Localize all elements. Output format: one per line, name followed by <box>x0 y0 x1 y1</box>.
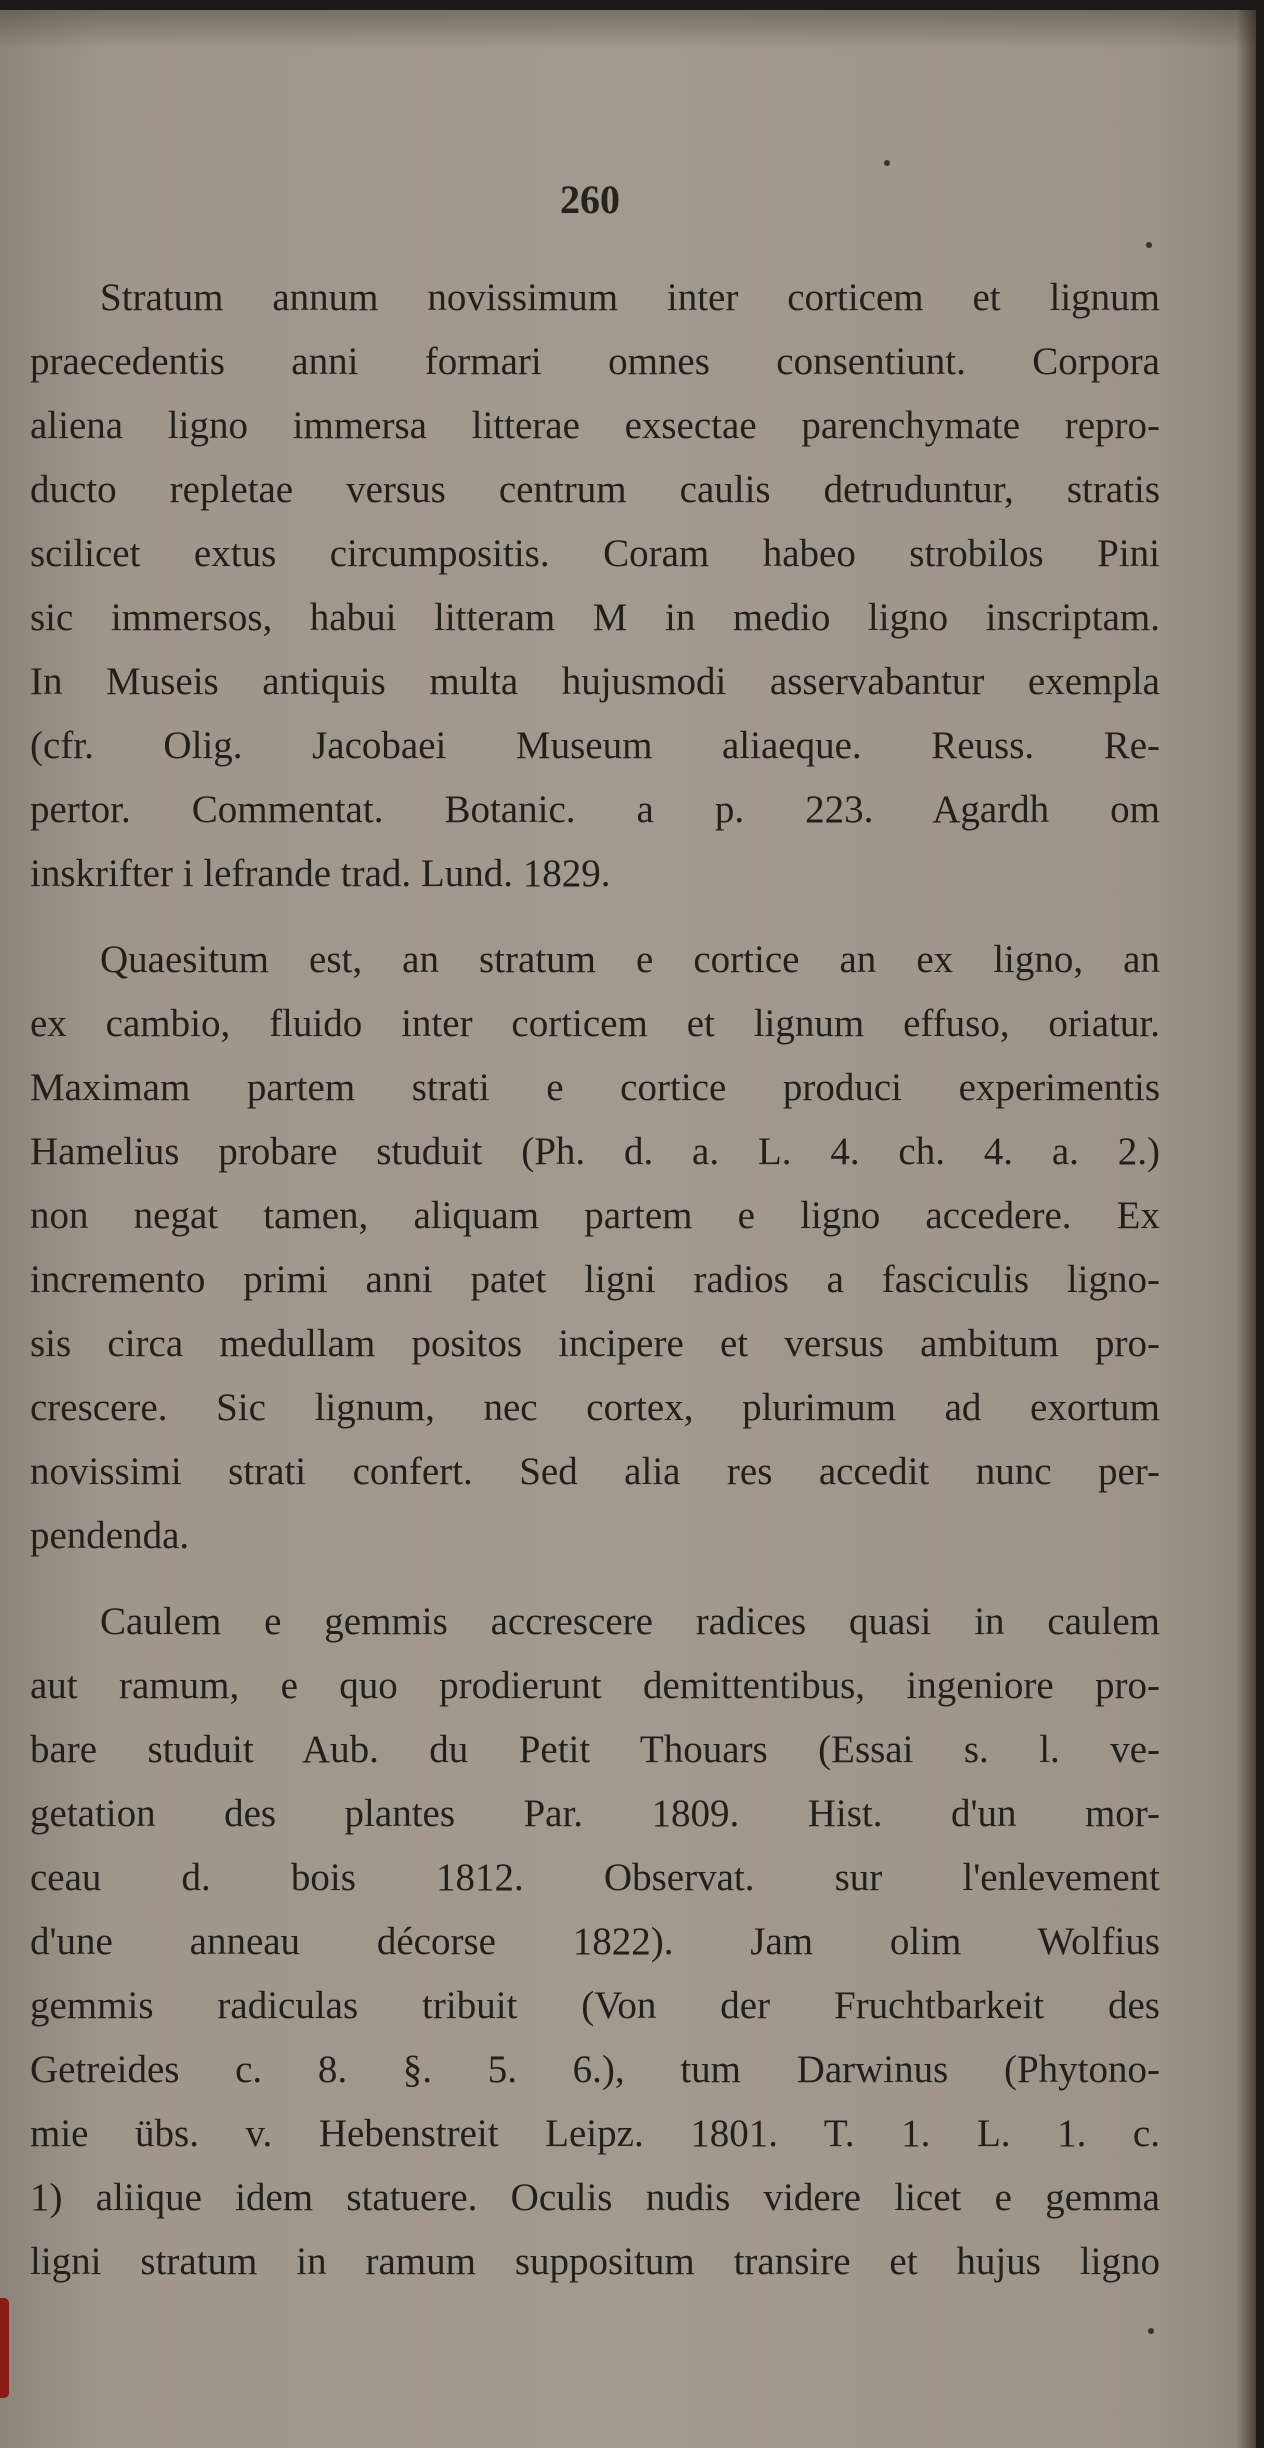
ink-speck <box>1148 2328 1154 2334</box>
paragraph-1 <box>30 266 1160 906</box>
ink-speck <box>884 160 890 166</box>
page-number: 260 <box>560 177 620 222</box>
text-line: Hamelius probare studuit (Ph. d. a. L. 4. ch. 4. a. 2.) <box>30 1130 1160 1173</box>
text-line: Getreides c. 8. §. 5. 6.), tum Darwinus (Phytono- <box>30 2048 1160 2091</box>
text-line: inskrifter i lefrande trad. Lund. 1829. <box>30 852 611 895</box>
text-line: Caulem e gemmis accrescere radices quasi in caulem <box>100 1600 1160 1643</box>
text-line: novissimi strati confert. Sed alia res accedit nunc per- <box>30 1450 1160 1493</box>
text-line: praecedentis anni formari omnes consentiunt. Corpora <box>30 340 1160 383</box>
text-line: mie übs. v. Hebenstreit Leipz. 1801. T. 1. L. 1. c. <box>30 2112 1160 2155</box>
text-line: pendenda. <box>30 1514 190 1557</box>
text-line: non negat tamen, aliquam partem e ligno accedere. Ex <box>30 1194 1160 1237</box>
text-line: Stratum annum novissimum inter corticem et lignum <box>100 276 1160 319</box>
text-line: d'une anneau décorse 1822). Jam olim Wolfius <box>30 1920 1160 1963</box>
text-line: scilicet extus circumpositis. Coram habeo strobilos Pini <box>30 532 1160 575</box>
text-line: crescere. Sic lignum, nec cortex, plurimum ad exortum <box>30 1386 1160 1429</box>
text-line: (cfr. Olig. Jacobaei Museum aliaeque. Reuss. Re- <box>30 724 1160 767</box>
text-line: aliena ligno immersa litterae exsectae parenchymate repro- <box>30 404 1160 447</box>
text-line: 1) aliique idem statuere. Oculis nudis videre licet e gemma <box>30 2176 1160 2219</box>
text-line: pertor. Commentat. Botanic. a p. 223. Agardh om <box>30 788 1160 831</box>
book-page <box>0 10 1256 2448</box>
text-line: sis circa medullam positos incipere et versus ambitum pro- <box>30 1322 1160 1365</box>
paragraph-3 <box>30 1590 1160 2358</box>
text-line: sic immersos, habui litteram M in medio ligno inscriptam. <box>30 596 1160 639</box>
text-line: Maximam partem strati e cortice produci experimentis <box>30 1066 1160 1109</box>
text-line: gemmis radiculas tribuit (Von der Fruchtbarkeit des <box>30 1984 1160 2027</box>
text-line: incremento primi anni patet ligni radios a fasciculis ligno- <box>30 1258 1160 1301</box>
text-line <box>30 2294 1160 2358</box>
text-line: aut ramum, e quo prodierunt demittentibus, ingeniore pro- <box>30 1664 1160 1707</box>
text-line: ducto repletae versus centrum caulis detruduntur, stratis <box>30 468 1160 511</box>
text-line: Quaesitum est, an stratum e cortice an ex ligno, an <box>100 938 1160 981</box>
text-line: ex cambio, fluido inter corticem et lignum effuso, oriatur. <box>30 1002 1160 1045</box>
body-text <box>30 266 1160 2358</box>
text-line: ligni stratum in ramum suppositum transire et hujus ligno <box>30 2240 1160 2283</box>
text-line: In Museis antiquis multa hujusmodi asservabantur exempla <box>30 660 1160 703</box>
text-line: getation des plantes Par. 1809. Hist. d'un mor- <box>30 1792 1160 1835</box>
red-edge-mark <box>0 2298 9 2398</box>
ink-speck <box>1146 242 1152 248</box>
paragraph-2 <box>30 928 1160 1568</box>
text-line: bare studuit Aub. du Petit Thouars (Essai s. l. ve- <box>30 1728 1160 1771</box>
text-line: ceau d. bois 1812. Observat. sur l'enlevement <box>30 1856 1160 1899</box>
